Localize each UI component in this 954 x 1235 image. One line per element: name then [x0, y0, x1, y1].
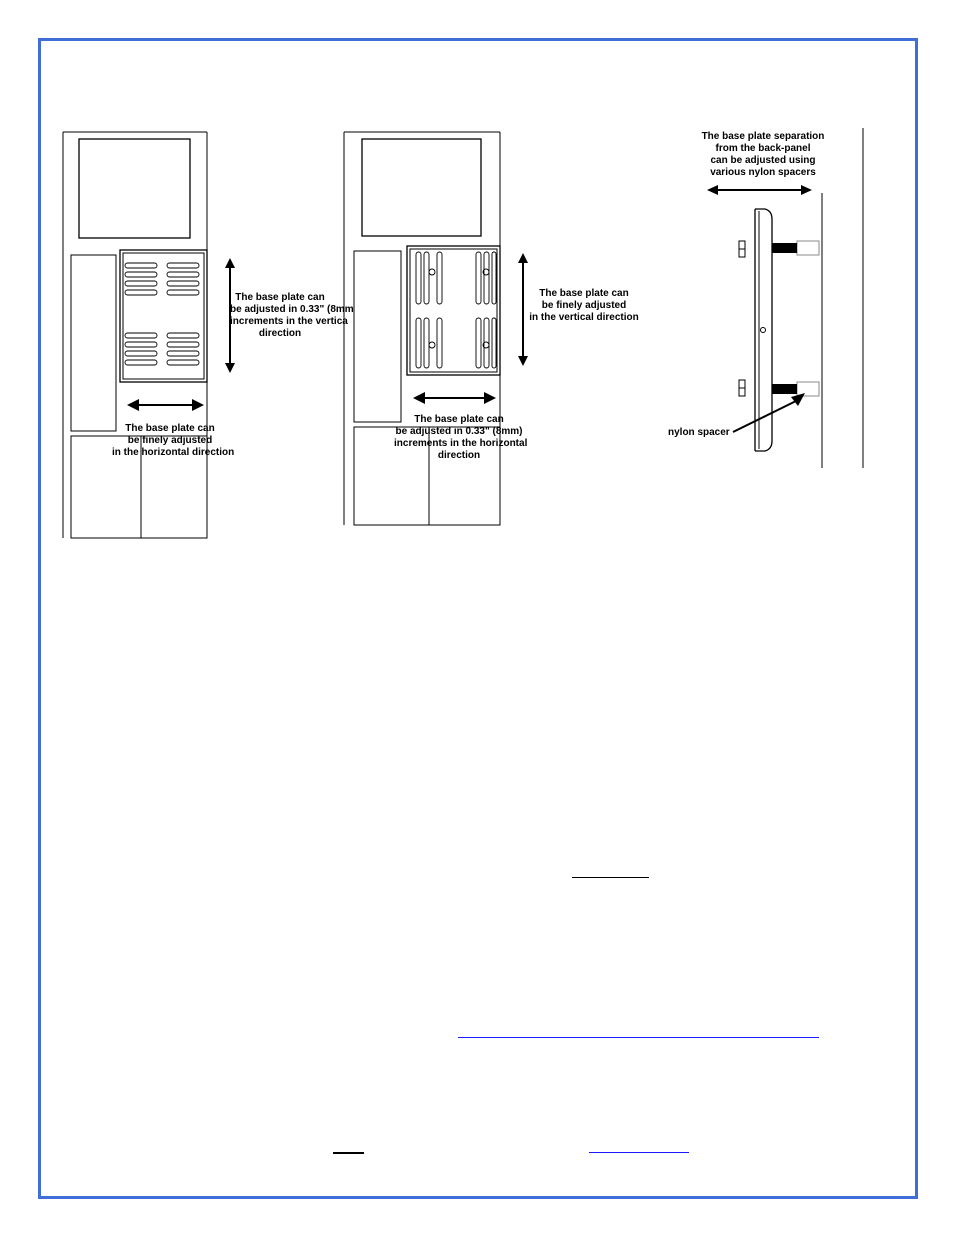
- underline-rule-1: [572, 877, 649, 878]
- middle-vertical-adjust-caption: The base plate can be finely adjusted in the vertical direction: [529, 288, 639, 323]
- middle-mounting-diagram: [340, 125, 540, 535]
- underline-rule-2: [333, 1152, 364, 1154]
- left-vertical-adjust-caption: The base plate can be adjusted in 0.33" (8mm increments in the vertica direction: [230, 292, 354, 339]
- left-horizontal-adjust-caption: The base plate can be finely adjusted in the horizontal direction: [112, 423, 235, 458]
- middle-horizontal-adjust-caption: The base plate can be adjusted in 0.33" (8mm) increments in the horizontal direction: [394, 414, 528, 461]
- spacer-separation-caption: The base plate separation from the back-panel can be adjusted using various nylon spacers: [701, 131, 825, 178]
- hyperlink-underline-2[interactable]: [589, 1152, 689, 1153]
- nylon-spacer-label: nylon spacer: [668, 427, 730, 438]
- hyperlink-underline[interactable]: [458, 1037, 819, 1038]
